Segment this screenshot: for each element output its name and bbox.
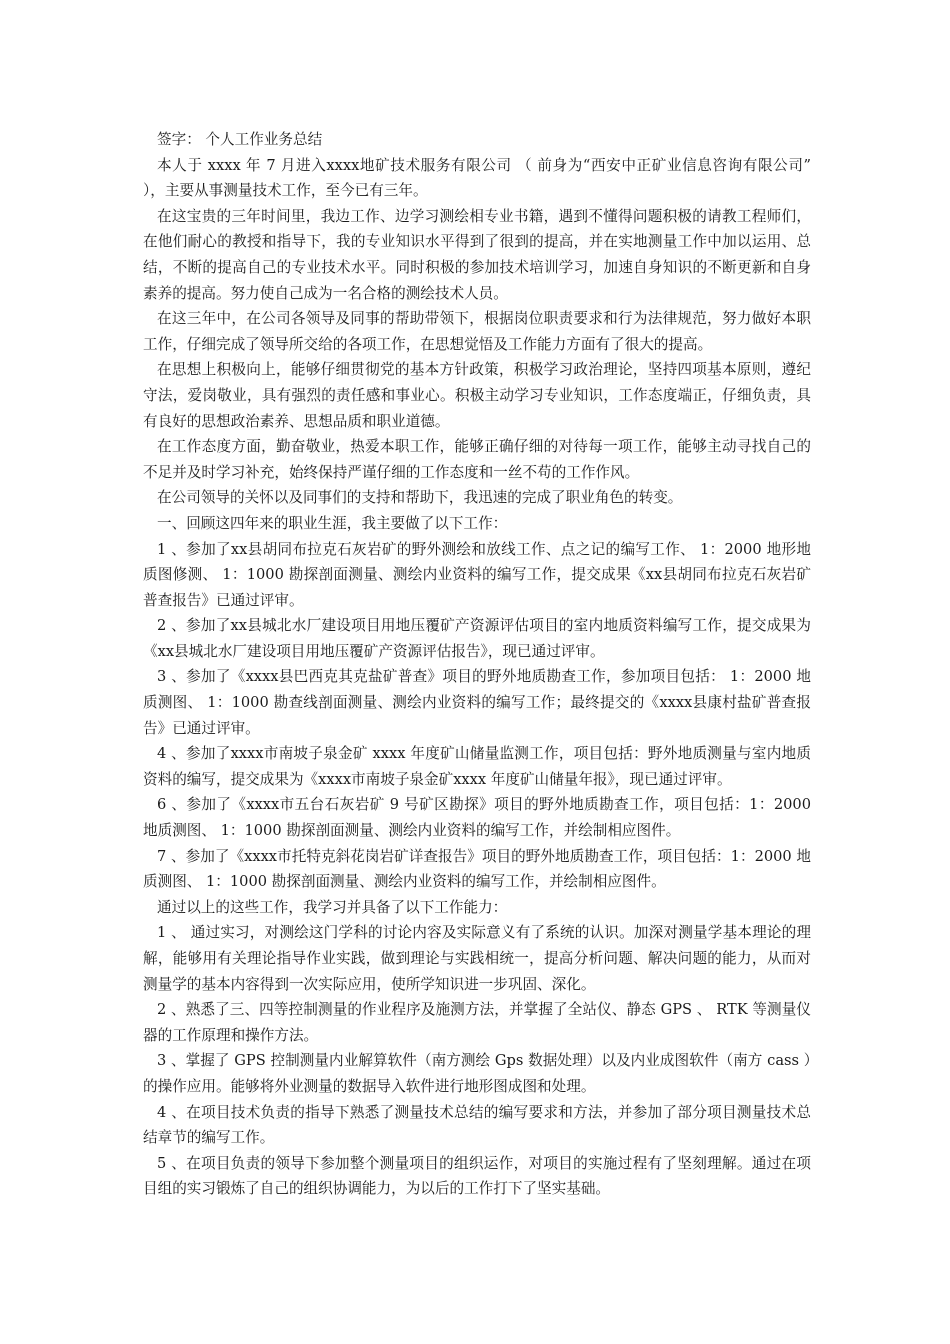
list-item-ability-5: 5 、在项目负责的领导下参加整个测量项目的组织运作，对项目的实施过程有了坚刻理解。通过在项目组的实习锻炼了自己的组织协调能力，为以后的工作打下了坚实基础。 (143, 1154, 811, 1198)
paragraph-attitude: 在工作态度方面，勤奋敬业，热爱本职工作，能够正确仔细的对待每一项工作，能够主动寻找自己的不足并及时学习补充，始终保持严谨仔细的工作态度和一丝不苟的工作作风。 (143, 438, 811, 481)
list-item-work-4: 4 、参加了xxxx市南坡子泉金矿 xxxx 年度矿山储量监测工作，项目包括：野外地质测量与室内地质资料的编写，提交成果为《xxxx市南坡子泉金矿xxxx 年度矿山储量年报》，现已通过评审。 (143, 745, 811, 788)
paragraph-intro: 本人于 xxxx 年 7 月进入xxxx地矿技术服务有限公司 （ 前身为“西安中正矿业信息咨询有限公司” ），主要从事测量技术工作，至今已有三年。 (143, 156, 811, 200)
document-body (143, 127, 811, 1202)
section-heading-review: 一、回顾这四年来的职业生涯，我主要做了以下工作： (157, 514, 508, 532)
paragraph-study: 在这宝贵的三年时间里，我边工作、边学习测绘相专业书籍，遇到不懂得问题积极的请教工程师们，在他们耐心的教授和指导下，我的专业知识水平得到了很到的提高，并在实地测量工作中加以运用、总结，不断的提高自己的专业技术水平。同时积极的参加技术培训学习，加速自身知识的不断更新和自身素养的提高。努力使自己成为一名合格的测绘技术人员。 (143, 207, 811, 302)
list-item-ability-1: 1 、 通过实习，对测绘这门学科的讨论内容及实际意义有了系统的认识。加深对测量学基本理论的理解，能够用有关理论指导作业实践，做到理论与实践相统一，提高分析问题、解决问题的能力，从而对测量学的基本内容得到一次实际应用，使所学知识进一步巩固、深化。 (143, 924, 811, 993)
paragraph-three-years: 在这三年中，在公司各领导及同事的帮助带领下，根据岗位职责要求和行为法律规范，努力做好本职工作，仔细完成了领导所交给的各项工作，在思想觉悟及工作能力方面有了很大的提高。 (143, 310, 811, 353)
list-item-work-6: 6 、参加了《xxxx市五台石灰岩矿 9 号矿区勘探》项目的野外地质勘查工作，项目包括：1：2000 地质测图、 1：1000 勘探剖面测量、测绘内业资料的编写工作，并绘制相应图件。 (143, 796, 811, 840)
list-item-work-3: 3 、参加了《xxxx县巴西克其克盐矿普查》项目的野外地质勘查工作，参加项目包括： 1：2000 地质测图、 1：1000 勘查线剖面测量、测绘内业资料的编写工作；最终提交的《xxxx县康村盐矿普查报告》已通过评审。 (143, 668, 811, 737)
list-item-work-1: 1 、参加了xx县胡同布拉克石灰岩矿的野外测绘和放线工作、点之记的编写工作、 1：2000 地形地质图修测、 1：1000 勘探剖面测量、测绘内业资料的编写工作，提交成果《xx县胡同布拉克石灰岩矿普查报告》已通过评审。 (143, 540, 811, 609)
list-item-work-7: 7 、参加了《xxxx市托特克斜花岗岩矿详查报告》项目的野外地质勘查工作，项目包括：1：2000 地质测图、 1：1000 勘探剖面测量、测绘内业资料的编写工作，并绘制相应图件。 (143, 847, 811, 891)
list-item-work-2: 2 、参加了xx县城北水厂建设项目用地压覆矿产资源评估项目的室内地质资料编写工作，提交成果为《xx县城北水厂建设项目用地压覆矿产资源评估报告》，现已通过评审。 (143, 617, 811, 660)
list-item-ability-4: 4 、在项目技术负责的指导下熟悉了测量技术总结的编写要求和方法，并参加了部分项目测量技术总结章节的编写工作。 (143, 1103, 811, 1147)
list-item-ability-2: 2 、熟悉了三、四等控制测量的作业程序及施测方法，并掌握了全站仪、静态 GPS 、 RTK 等测量仪器的工作原理和操作方法。 (143, 1001, 811, 1044)
paragraph-abilities-intro: 通过以上的这些工作，我学习并具备了以下工作能力： (157, 898, 508, 916)
list-item-ability-3: 3 、掌握了 GPS 控制测量内业解算软件（南方测绘 Gps 数据处理）以及内业成图软件（南方 cass ）的操作应用。能够将外业测量的数据导入软件进行地形图成图和处理。 (143, 1052, 811, 1095)
document-title: 签字： 个人工作业务总结 (157, 131, 323, 148)
paragraph-role-change: 在公司领导的关怀以及同事们的支持和帮助下，我迅速的完成了职业角色的转变。 (157, 489, 683, 507)
paragraph-ideology: 在思想上积极向上，能够仔细贯彻党的基本方针政策，积极学习政治理论，坚持四项基本原则，遵纪守法，爱岗敬业，具有强烈的责任感和事业心。积极主动学习专业知识，工作态度端正，仔细负责，具有良好的思想政治素养、思想品质和职业道德。 (143, 361, 811, 430)
